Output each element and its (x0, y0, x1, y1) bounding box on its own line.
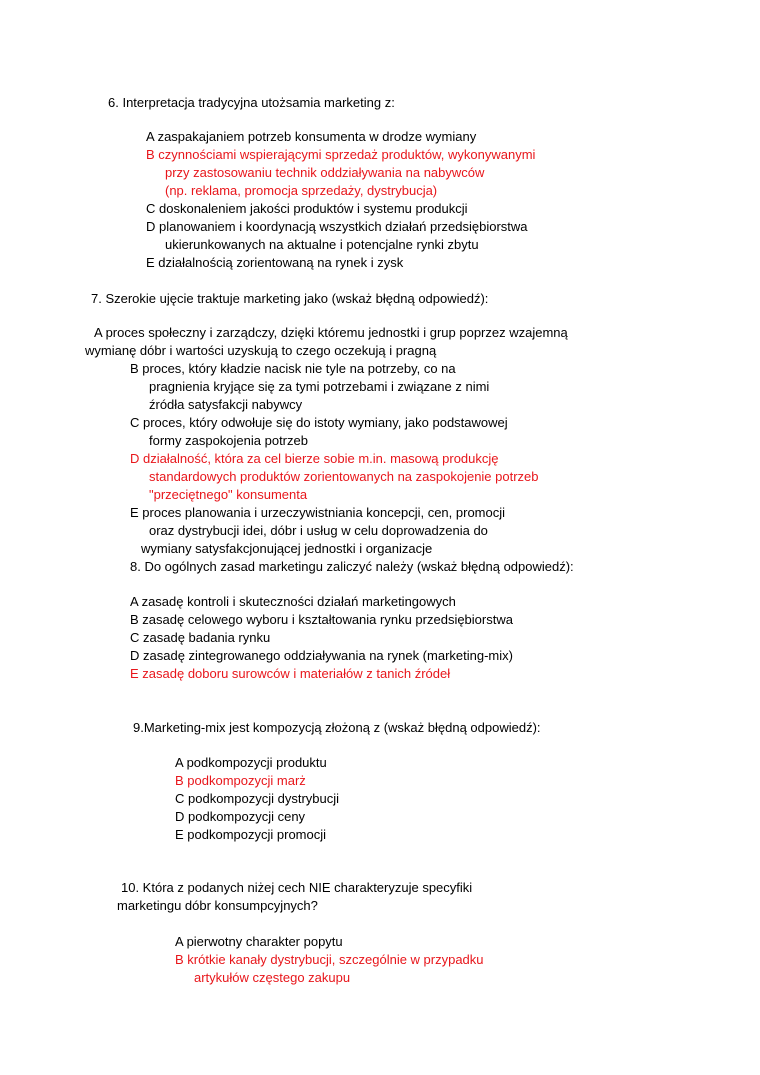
q7-answer-e-cont2: wymiany satysfakcjonującej jednostki i organizacje (141, 541, 433, 556)
q9-answer-a: A podkompozycji produktu (175, 755, 327, 770)
q6-answer-e: E działalnością zorientowaną na rynek i zysk (146, 255, 404, 270)
q7-answer-d: D działalność, która za cel bierze sobie m.in. masową produkcję (130, 451, 499, 466)
q8-answer-a: A zasadę kontroli i skuteczności działań marketingowych (130, 594, 456, 609)
q6-answer-a: A zaspakajaniem potrzeb konsumenta w drodze wymiany (146, 129, 477, 144)
q6-answer-b: B czynnościami wspierającymi sprzedaż produktów, wykonywanymi (146, 147, 536, 162)
q6-answer-d-cont: ukierunkowanych na aktualne i potencjalne rynki zbytu (165, 237, 479, 252)
q7-answer-c-cont: formy zaspokojenia potrzeb (149, 433, 308, 448)
q7-answer-b: B proces, który kładzie nacisk nie tyle na potrzeby, co na (130, 361, 456, 376)
q9-answer-c: C podkompozycji dystrybucji (175, 791, 340, 806)
q10-answer-b-cont: artykułów częstego zakupu (194, 970, 351, 985)
q8-answer-c: C zasadę badania rynku (130, 630, 271, 645)
q8-question: 8. Do ogólnych zasad marketingu zaliczyć należy (wskaż błędną odpowiedź): (130, 559, 574, 574)
q7-answer-c: C proces, który odwołuje się do istoty wymiany, jako podstawowej (130, 415, 508, 430)
q7-answer-a-cont: wymianę dóbr i wartości uzyskują to czego oczekują i pragną (85, 343, 437, 358)
q7-answer-b-cont1: pragnienia kryjące się za tymi potrzebami i związane z nimi (149, 379, 490, 394)
q8-answer-d: D zasadę zintegrowanego oddziaływania na rynek (marketing-mix) (130, 648, 513, 663)
q7-answer-d-cont2: "przeciętnego" konsumenta (149, 487, 308, 502)
q9-question: 9.Marketing-mix jest kompozycją złożoną z (wskaż błędną odpowiedź): (133, 720, 541, 735)
q7-answer-b-cont2: źródła satysfakcji nabywcy (149, 397, 303, 412)
q7-answer-d-cont1: standardowych produktów zorientowanych na zaspokojenie potrzeb (149, 469, 539, 484)
q10-answer-b: B krótkie kanały dystrybucji, szczególnie w przypadku (175, 952, 484, 967)
q9-answer-d: D podkompozycji ceny (175, 809, 306, 824)
q9-answer-e: E podkompozycji promocji (175, 827, 327, 842)
q7-answer-e: E proces planowania i urzeczywistniania koncepcji, cen, promocji (130, 505, 506, 520)
q9-answer-b: B podkompozycji marż (175, 773, 306, 788)
q6-answer-b-cont1: przy zastosowaniu technik oddziaływania na nabywców (165, 165, 485, 180)
q6-answer-d: D planowaniem i koordynacją wszystkich działań przedsiębiorstwa (146, 219, 528, 234)
q10-question: 10. Która z podanych niżej cech NIE charakteryzuje specyfiki (121, 880, 473, 895)
q6-answer-c: C doskonaleniem jakości produktów i systemu produkcji (146, 201, 468, 216)
q7-answer-a: A proces społeczny i zarządczy, dzięki któremu jednostki i grup poprzez wzajemną (94, 325, 568, 340)
q10-question-cont: marketingu dóbr konsumpcyjnych? (117, 898, 318, 913)
q10-answer-a: A pierwotny charakter popytu (175, 934, 343, 949)
q7-answer-e-cont1: oraz dystrybucji idei, dóbr i usług w celu doprowadzenia do (149, 523, 488, 538)
q8-answer-b: B zasadę celowego wyboru i kształtowania rynku przedsiębiorstwa (130, 612, 513, 627)
q8-answer-e: E zasadę doboru surowców i materiałów z tanich źródeł (130, 666, 451, 681)
q6-question: 6. Interpretacja tradycyjna utożsamia marketing z: (108, 95, 395, 110)
q7-question: 7. Szerokie ujęcie traktuje marketing jako (wskaż błędną odpowiedź): (91, 291, 489, 306)
q6-answer-b-cont2: (np. reklama, promocja sprzedaży, dystrybucja) (165, 183, 438, 198)
